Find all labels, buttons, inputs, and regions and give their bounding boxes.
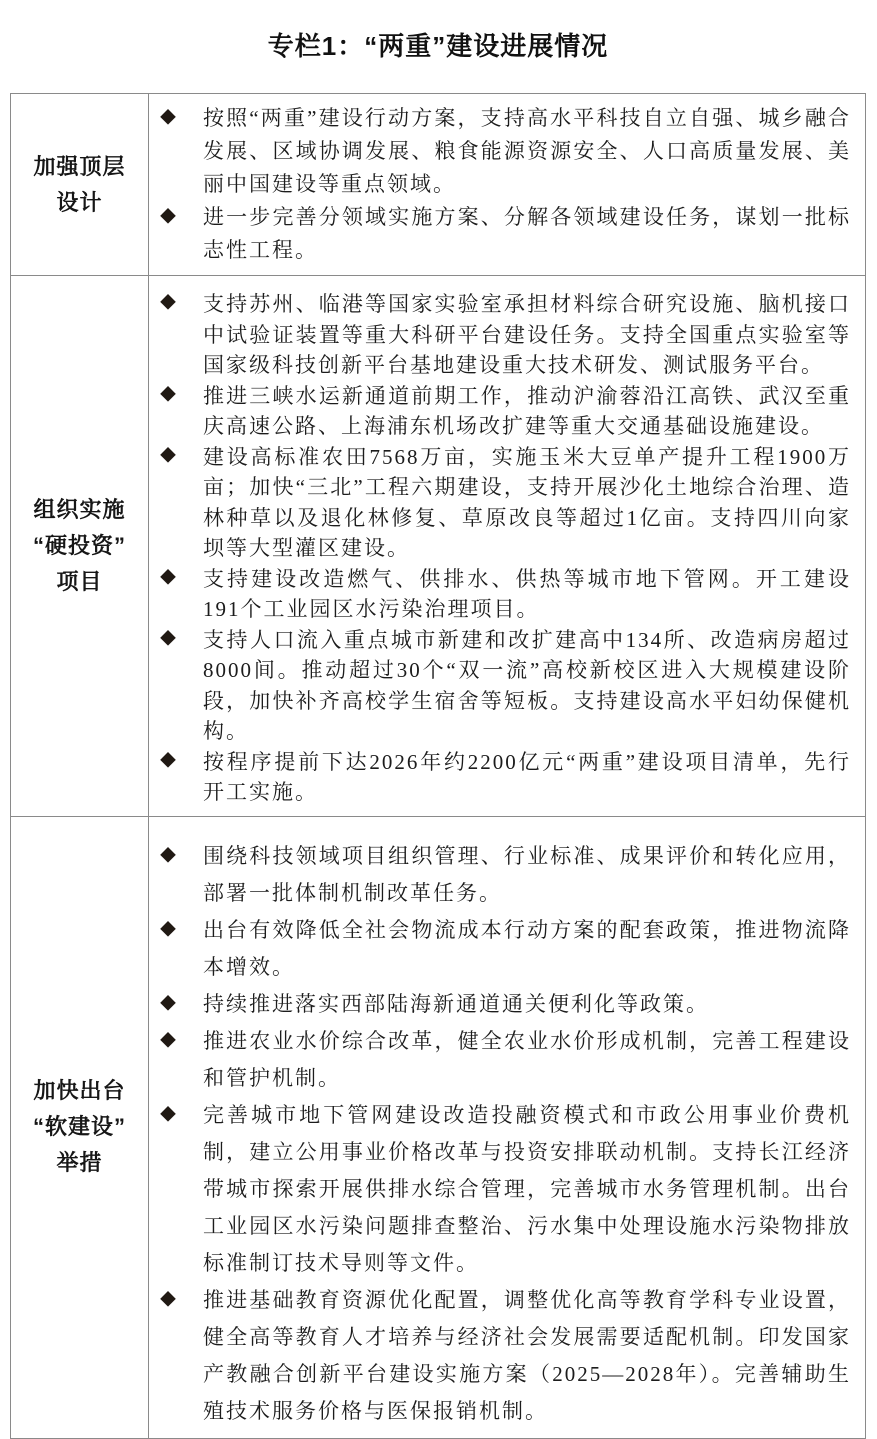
bullet-item: [157, 1282, 851, 1430]
diamond-bullet-icon: ◆: [160, 447, 179, 465]
bullet-text: 推进基础教育资源优化配置，调整优化高等教育学科专业设置，健全高等教育人才培养与经济社会发展需要适配机制。印发国家产教融合创新平台建设实施方案（2025—2028年）。完善辅助生殖技术服务价格与医保报销机制。: [203, 1287, 851, 1423]
diamond-bullet-icon: ◆: [160, 752, 179, 770]
row-header-line: “软建设”: [32, 1114, 126, 1139]
table-row: [11, 94, 865, 275]
diamond-bullet-icon: ◆: [160, 1291, 179, 1309]
bullet-item: [157, 289, 851, 381]
progress-table: [10, 93, 866, 1439]
bullet-item: [157, 442, 851, 564]
row-content-cell: [149, 94, 865, 275]
bullet-item: [157, 102, 851, 201]
diamond-bullet-icon: ◆: [160, 630, 179, 648]
row-header-line: 加快出台: [33, 1078, 126, 1103]
bullet-item: [157, 625, 851, 747]
bullet-text: 完善城市地下管网建设改造投融资模式和市政公用事业价费机制，建立公用事业价格改革与投资安排联动机制。支持长江经济带城市探索开展供排水综合管理，完善城市水务管理机制。出台工业园区水污染问题排查整治、污水集中处理设施水污染物排放标准制订技术导则等文件。: [203, 1102, 851, 1275]
bullet-text: 支持苏州、临港等国家实验室承担材料综合研究设施、脑机接口中试验证装置等重大科研平台建设任务。支持全国重点实验室等国家级科技创新平台基地建设重大技术研发、测试服务平台。: [203, 292, 851, 377]
bullet-text: 建设高标准农田7568万亩，实施玉米大豆单产提升工程1900万亩；加快“三北”工程六期建设，支持开展沙化土地综合治理、造林种草以及退化林修复、草原改良等超过1亿亩。支持四川向家坝等大型灌区建设。: [203, 444, 851, 560]
bullet-item: [157, 747, 851, 808]
bullet-text: 围绕科技领域项目组织管理、行业标准、成果评价和转化应用，部署一批体制机制改革任务。: [203, 843, 851, 905]
diamond-bullet-icon: ◆: [160, 1106, 179, 1124]
bullet-item: [157, 201, 851, 267]
row-header-cell: [11, 276, 149, 816]
bullet-item: [157, 1023, 851, 1097]
bullet-item: [157, 986, 851, 1023]
row-content-cell: [149, 276, 865, 816]
diamond-bullet-icon: ◆: [160, 386, 179, 404]
bullet-item: [157, 564, 851, 625]
page-title: 专栏1：“两重”建设进展情况: [267, 31, 609, 61]
row-header-line: 组织实施: [33, 496, 126, 522]
bullet-text: 推进三峡水运新通道前期工作，推动沪渝蓉沿江高铁、武汉至重庆高速公路、上海浦东机场改扩建等重大交通基础设施建设。: [203, 383, 851, 438]
row-header-line: “硬投资”: [32, 532, 126, 558]
row-header-cell: [11, 817, 149, 1438]
bullet-text: 出台有效降低全社会物流成本行动方案的配套政策，推进物流降本增效。: [203, 917, 851, 979]
bullet-item: [157, 1097, 851, 1282]
row-content-cell: [149, 817, 865, 1438]
diamond-bullet-icon: ◆: [160, 921, 179, 939]
diamond-bullet-icon: ◆: [160, 1032, 179, 1050]
diamond-bullet-icon: ◆: [160, 209, 179, 226]
bullet-text: 进一步完善分领域实施方案、分解各领域建设任务，谋划一批标志性工程。: [203, 205, 851, 262]
table-row: [11, 275, 865, 816]
diamond-bullet-icon: ◆: [160, 110, 179, 127]
diamond-bullet-icon: ◆: [160, 847, 179, 865]
bullet-text: 推进农业水价综合改革，健全农业水价形成机制，完善工程建设和管护机制。: [203, 1028, 851, 1090]
diamond-bullet-icon: ◆: [160, 995, 179, 1013]
diamond-bullet-icon: ◆: [160, 295, 179, 312]
row-header-line: 设计: [56, 189, 103, 215]
bullet-item: [157, 838, 851, 912]
row-header-line: 举措: [56, 1150, 103, 1175]
bullet-item: [157, 912, 851, 986]
bullet-item: [157, 381, 851, 442]
diamond-bullet-icon: ◆: [160, 569, 179, 587]
row-header-cell: [11, 94, 149, 275]
row-header-line: 加强顶层: [33, 153, 126, 179]
bullet-text: 按照“两重”建设行动方案，支持高水平科技自立自强、城乡融合发展、区域协调发展、粮食能源资源安全、人口高质量发展、美丽中国建设等重点领域。: [203, 106, 851, 196]
bullet-text: 支持建设改造燃气、供排水、供热等城市地下管网。开工建设191个工业园区水污染治理项目。: [203, 566, 851, 621]
bullet-text: 支持人口流入重点城市新建和改扩建高中134所、改造病房超过8000间。推动超过30个“双一流”高校新校区进入大规模建设阶段，加快补齐高校学生宿舍等短板。支持建设高水平妇幼保健机构。: [203, 627, 851, 743]
bullet-text: 按程序提前下达2026年约2200亿元“两重”建设项目清单，先行开工实施。: [203, 749, 851, 804]
row-header-line: 项目: [56, 568, 103, 594]
table-row: [11, 816, 865, 1438]
bullet-text: 持续推进落实西部陆海新通道通关便利化等政策。: [203, 991, 709, 1016]
